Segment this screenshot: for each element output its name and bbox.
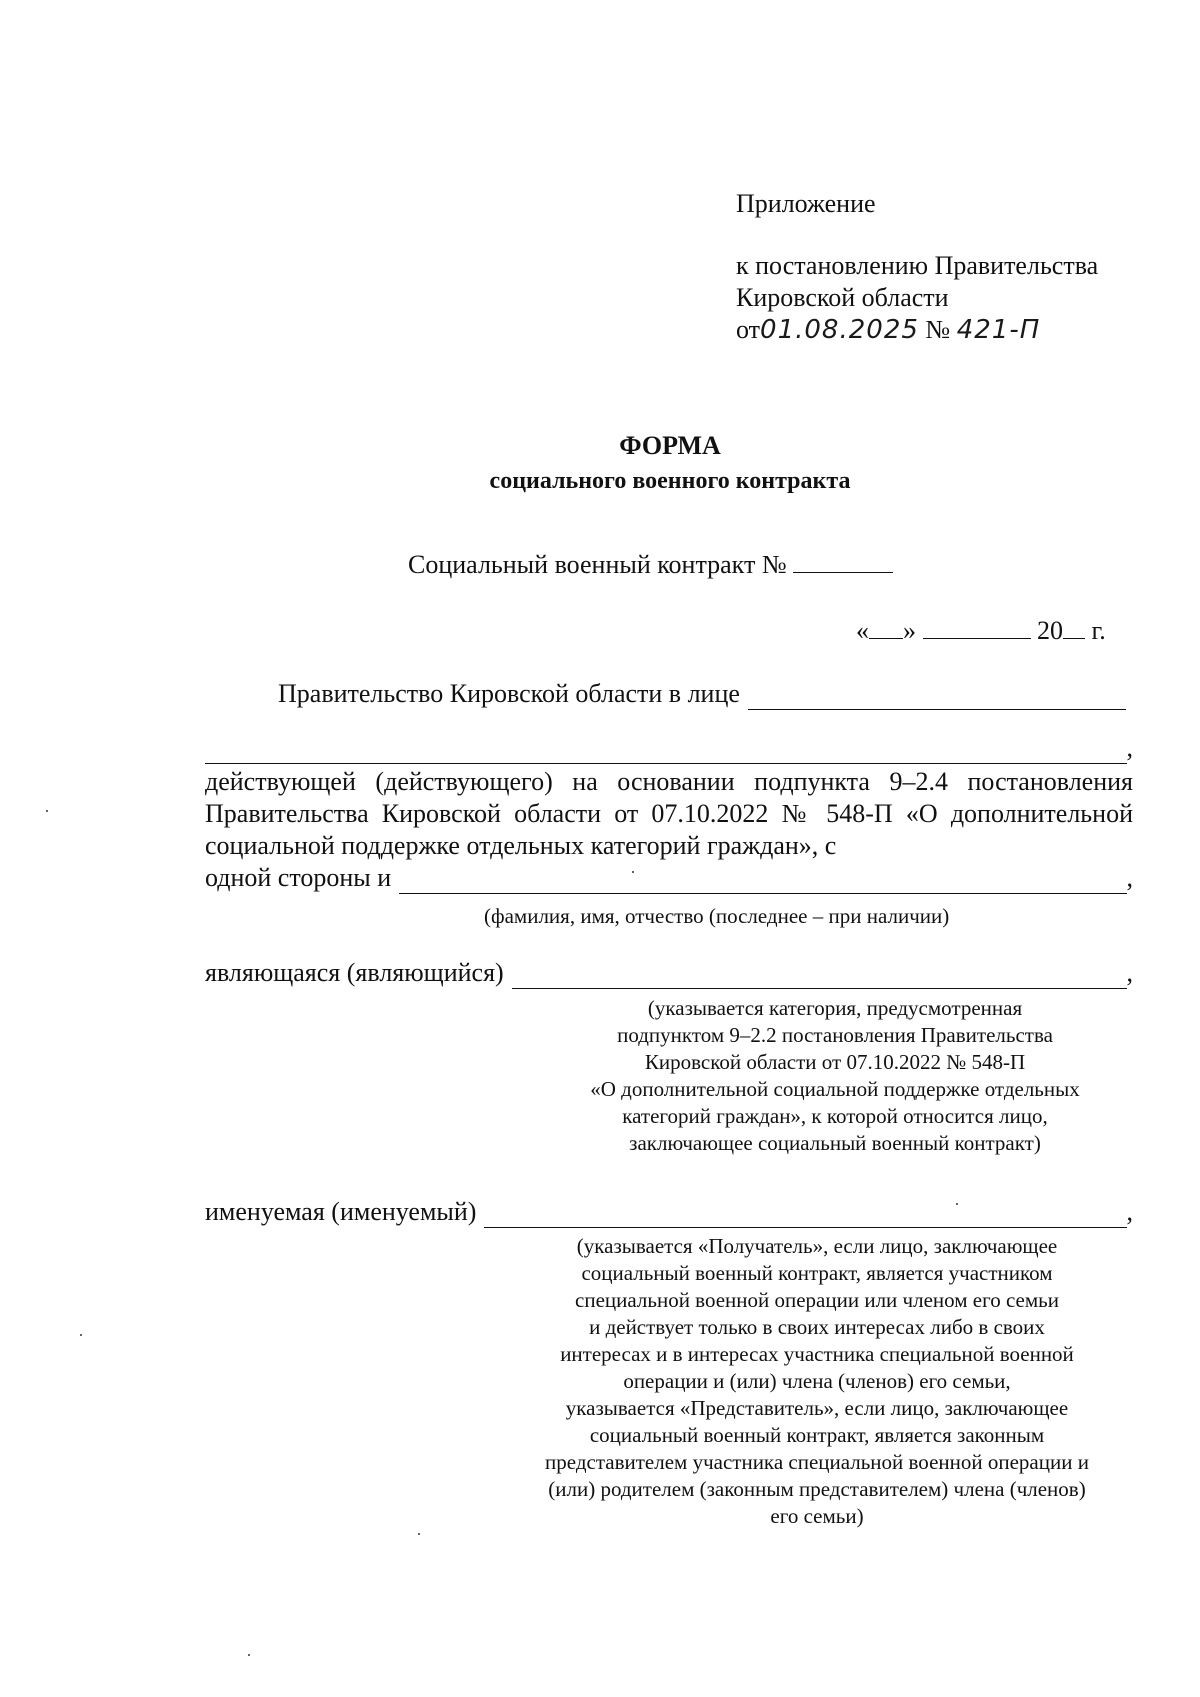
hint-line: указывается «Представитель», если лицо, заключающее bbox=[565, 1396, 1069, 1420]
heading-subtitle: социального военного контракта bbox=[489, 468, 851, 494]
named-label: именуемая (именуемый) bbox=[205, 1197, 477, 1226]
named-row bbox=[205, 1196, 1133, 1228]
hint-line: (указывается «Получатель», если лицо, заключающее bbox=[576, 1234, 1058, 1258]
scan-speck bbox=[80, 1334, 82, 1336]
hint-line: заключающее социальный военный контракт) bbox=[629, 1131, 1041, 1155]
other-party-row bbox=[205, 862, 1133, 894]
representative-continuation-field[interactable] bbox=[205, 737, 1127, 764]
contract-number-label: Социальный военный контракт № bbox=[408, 550, 787, 579]
hint-line: «О дополнительной социальной поддержке отдельных bbox=[590, 1077, 1080, 1101]
being-row bbox=[205, 957, 1133, 989]
comma: , bbox=[1126, 958, 1133, 987]
appendix-title: Приложение bbox=[736, 189, 876, 218]
named-field[interactable] bbox=[484, 1201, 1126, 1228]
appendix-line-1: к постановлению Правительства bbox=[736, 251, 1099, 280]
hint-line: операции и (или) члена (членов) его семьи, bbox=[623, 1369, 1011, 1393]
contract-number-row bbox=[408, 546, 893, 581]
category-field[interactable] bbox=[512, 962, 1127, 989]
hint-line: подпунктом 9–2.2 постановления Правительства bbox=[617, 1023, 1053, 1047]
comma: , bbox=[1126, 863, 1133, 892]
hint-line: Кировской области от 07.10.2022 № 548-П bbox=[644, 1050, 1026, 1074]
comma: , bbox=[1126, 733, 1133, 762]
year-prefix: 20 bbox=[1037, 616, 1063, 645]
named-hint bbox=[502, 1233, 1132, 1530]
scan-speck bbox=[248, 1654, 250, 1656]
comma: , bbox=[1126, 1197, 1133, 1226]
basis-text: действующей (действующего) на основании подпункта 9–2.4 постановления Правительства Кировской области от 07.10.2022 № 548-П «О дополнительной социальной поддержке отдельных категорий граждан», с bbox=[205, 767, 1133, 860]
hint-line: представителем участника специальной военной операции и bbox=[545, 1450, 1089, 1474]
appendix-block bbox=[736, 188, 1176, 346]
hint-line: социальный военный контракт, является участником bbox=[581, 1261, 1053, 1285]
hint-line: его семьи) bbox=[770, 1504, 864, 1528]
year-field[interactable] bbox=[1063, 612, 1085, 639]
category-hint bbox=[538, 995, 1132, 1157]
contract-date-row bbox=[856, 612, 1106, 647]
year-suffix: г. bbox=[1091, 616, 1106, 645]
scan-speck bbox=[46, 810, 48, 812]
hint-line: (или) родителем (законным представителем) члена (членов) bbox=[548, 1477, 1086, 1501]
government-row bbox=[278, 678, 1126, 710]
fio-hint: (фамилия, имя, отчество (последнее – при наличии) bbox=[484, 904, 950, 928]
scan-speck bbox=[418, 1533, 420, 1535]
representative-field[interactable] bbox=[748, 683, 1126, 710]
basis-paragraph bbox=[205, 766, 1133, 862]
date-prefix: от bbox=[736, 315, 761, 344]
hint-line: социальный военный контракт, является законным bbox=[589, 1423, 1045, 1447]
hint-line: (указывается категория, предусмотренная bbox=[647, 996, 1023, 1020]
handwritten-date: 01.08.2025 bbox=[760, 315, 919, 345]
number-sign: № bbox=[925, 315, 951, 344]
hint-line: специальной военной операции или членом его семьи bbox=[575, 1288, 1059, 1312]
date-open-quote: « bbox=[856, 616, 869, 645]
being-label: являющаяся (являющийся) bbox=[205, 958, 504, 987]
fio-field[interactable] bbox=[399, 867, 1126, 894]
hint-line: и действует только в своих интересах либо в своих bbox=[589, 1315, 1045, 1339]
scan-speck bbox=[632, 871, 634, 873]
government-intro: Правительство Кировской области в лице bbox=[278, 679, 740, 708]
appendix-date-row bbox=[736, 314, 1176, 346]
appendix-line-2: Кировской области bbox=[736, 283, 949, 312]
representative-continuation-row bbox=[205, 732, 1133, 764]
day-field[interactable] bbox=[869, 612, 903, 639]
date-close-quote: » bbox=[903, 616, 916, 645]
heading-title: ФОРМА bbox=[619, 431, 721, 460]
handwritten-number: 421-П bbox=[956, 315, 1041, 345]
month-field[interactable] bbox=[923, 612, 1031, 639]
contract-number-field[interactable] bbox=[793, 546, 893, 573]
other-party-label: одной стороны и bbox=[205, 863, 392, 892]
scan-speck bbox=[956, 1203, 958, 1205]
form-heading bbox=[0, 430, 1200, 462]
hint-line: интересах и в интересах участника специальной военной bbox=[560, 1342, 1074, 1366]
form-subheading bbox=[0, 466, 1200, 496]
hint-line: категорий граждан», к которой относится лицо, bbox=[622, 1104, 1048, 1128]
